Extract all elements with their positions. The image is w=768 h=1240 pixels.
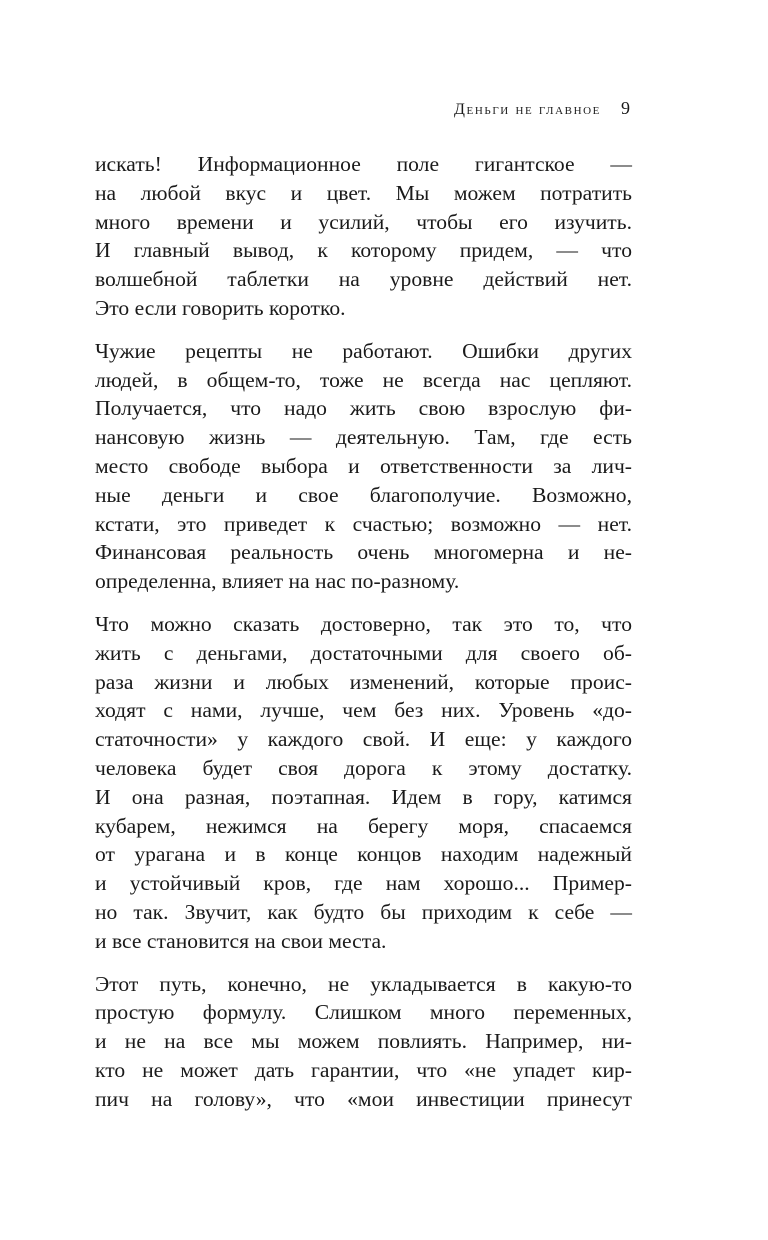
text-line: на любой вкус и цвет. Мы можем потратить	[95, 180, 632, 205]
text-line: Чужие рецепты не работают. Ошибки других	[95, 338, 632, 363]
text-line: Это если говорить коротко.	[95, 295, 346, 320]
text-line: кстати, это приведет к счастью; возможно — нет.	[95, 511, 632, 536]
text-line: ходят с нами, лучше, чем без них. Уровень «до-	[95, 698, 632, 723]
running-head	[454, 98, 630, 119]
text-line: волшебной таблетки на уровне действий нет.	[95, 267, 632, 292]
text-line: И она разная, поэтапная. Идем в гору, катимся	[95, 784, 632, 809]
text-line: и не на все мы можем повлиять. Например, ни-	[95, 1029, 632, 1054]
text-line: от урагана и в конце концов находим надежный	[95, 842, 632, 867]
paragraph	[95, 970, 632, 1114]
page-number: 9	[621, 98, 630, 118]
text-line: пич на голову», что «мои инвестиции принесут	[95, 1086, 632, 1111]
text-line: кто не может дать гарантии, что «не упадет кир-	[95, 1057, 632, 1082]
text-line: человека будет своя дорога к этому достатку.	[95, 755, 632, 780]
text-line: место свободе выбора и ответственности за лич-	[95, 453, 632, 478]
text-line: Что можно сказать достоверно, так это то, что	[95, 611, 632, 636]
text-line: и все становится на свои места.	[95, 928, 387, 953]
text-line: Получается, что надо жить свою взрослую фи-	[95, 396, 632, 421]
text-line: искать! Информационное поле гигантское —	[95, 152, 632, 176]
text-line: И главный вывод, к которому придем, — что	[95, 238, 632, 263]
text-line: статочности» у каждого свой. И еще: у каждого	[95, 727, 632, 752]
text-line: ные деньги и свое благополучие. Возможно,	[95, 482, 632, 507]
paragraph	[95, 337, 632, 596]
text-line: нансовую жизнь — деятельную. Там, где есть	[95, 425, 632, 450]
paragraph	[95, 150, 632, 323]
text-line: жить с деньгами, достаточными для своего об-	[95, 640, 633, 665]
text-line: Этот путь, конечно, не укладывается в какую-то	[95, 971, 632, 996]
running-head-title: Деньги не главное	[454, 101, 601, 118]
text-line: кубарем, нежимся на берегу моря, спасаемся	[95, 813, 632, 838]
body-text	[95, 150, 632, 1128]
text-line: простую формулу. Слишком много переменных,	[95, 1000, 632, 1025]
text-line: и устойчивый кров, где нам хорошо... Пример-	[95, 871, 632, 896]
paragraph	[95, 610, 632, 956]
text-line: но так. Звучит, как будто бы приходим к себе —	[95, 899, 632, 924]
text-line: определенна, влияет на нас по-разному.	[95, 569, 460, 594]
text-line: раза жизни и любых изменений, которые проис-	[95, 669, 632, 694]
text-line: много времени и усилий, чтобы его изучить.	[95, 209, 632, 234]
text-line: Финансовая реальность очень многомерна и не-	[95, 540, 632, 565]
text-line: людей, в общем-то, тоже не всегда нас цепляют.	[95, 367, 632, 392]
